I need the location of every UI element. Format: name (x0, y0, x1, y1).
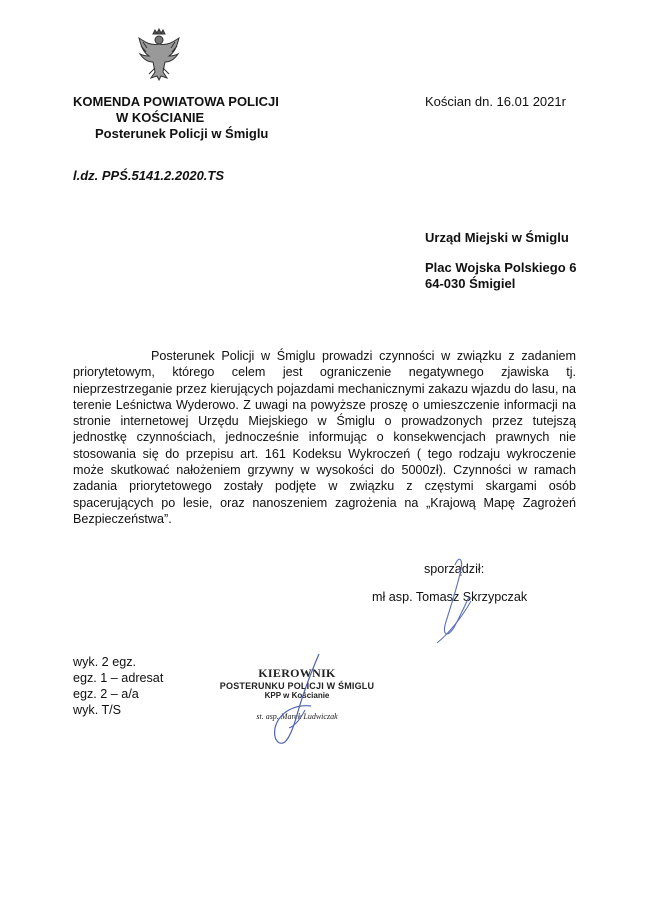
copies-item: egz. 2 – a/a (73, 687, 139, 701)
organization-name: KOMENDA POWIATOWA POLICJI (73, 94, 279, 109)
copies-item: wyk. T/S (73, 703, 122, 717)
handwritten-signature (425, 545, 495, 655)
reference-number: l.dz. PPŚ.5141.2.2020.TS (73, 168, 225, 183)
organization-city: W KOŚCIANIE (116, 110, 205, 125)
place-date: Kościan dn. 16.01 2021r (425, 94, 566, 109)
stamp-unit: POSTERUNKU POLICJI W ŚMIGLU (219, 681, 375, 691)
organization-unit: Posterunek Policji w Śmiglu (95, 126, 269, 141)
recipient-city: 64-030 Śmigiel (425, 276, 516, 291)
prepared-by-label: sporządził: (424, 562, 485, 576)
copies-item: egz. 1 – adresat (73, 671, 164, 685)
stamp-signature (255, 648, 335, 748)
body-paragraph: Posterunek Policji w Śmiglu prowadzi czynności w związku z zadaniem priorytetowym, którego celem jest ograniczenie negatywnego zjawiska tj. nieprzestrzeganie przez kierujących pojazdami mechanicznymi zakazu wjazdu do lasu, na terenie Leśnictwa Wyderowo. Z uwagi na powyższe proszę o umieszczenie informacji na stronie internetowej Urzędu Miejskiego w Śmiglu o prowadzonych przez tutejszą jednostkę czynnościach, jednocześnie informując o konsekwencjach prawnych nie stosowania się do przepisu art. 161 Kodeksu Wykroczeń ( tego rodzaju wykroczenie może skutkować nałożeniem grzywny w wysokości do 5000zł). Czynności w ramach zadania priorytetowego zostały podjęte w związku z częstymi skargami osób spacerujących po lesie, oraz nanoszeniem zagrożenia na „Krajową Mapę Zagrożeń Bezpieczeństwa”. (73, 349, 576, 526)
letter-body (73, 348, 576, 527)
prepared-by-name: mł asp. Tomasz Skrzypczak (372, 590, 528, 604)
stamp-officer: st. asp. Marek Ludwiczak (256, 712, 338, 721)
stamp-title: KIEROWNIK (258, 666, 336, 680)
copies-item: wyk. 2 egz. (73, 655, 136, 669)
copies-list (73, 654, 163, 718)
recipient-name: Urząd Miejski w Śmiglu (425, 230, 569, 245)
recipient-street: Plac Wojska Polskiego 6 (425, 260, 577, 275)
polish-eagle-emblem (137, 28, 181, 82)
stamp-sub: KPP w Kościanie (264, 691, 330, 700)
